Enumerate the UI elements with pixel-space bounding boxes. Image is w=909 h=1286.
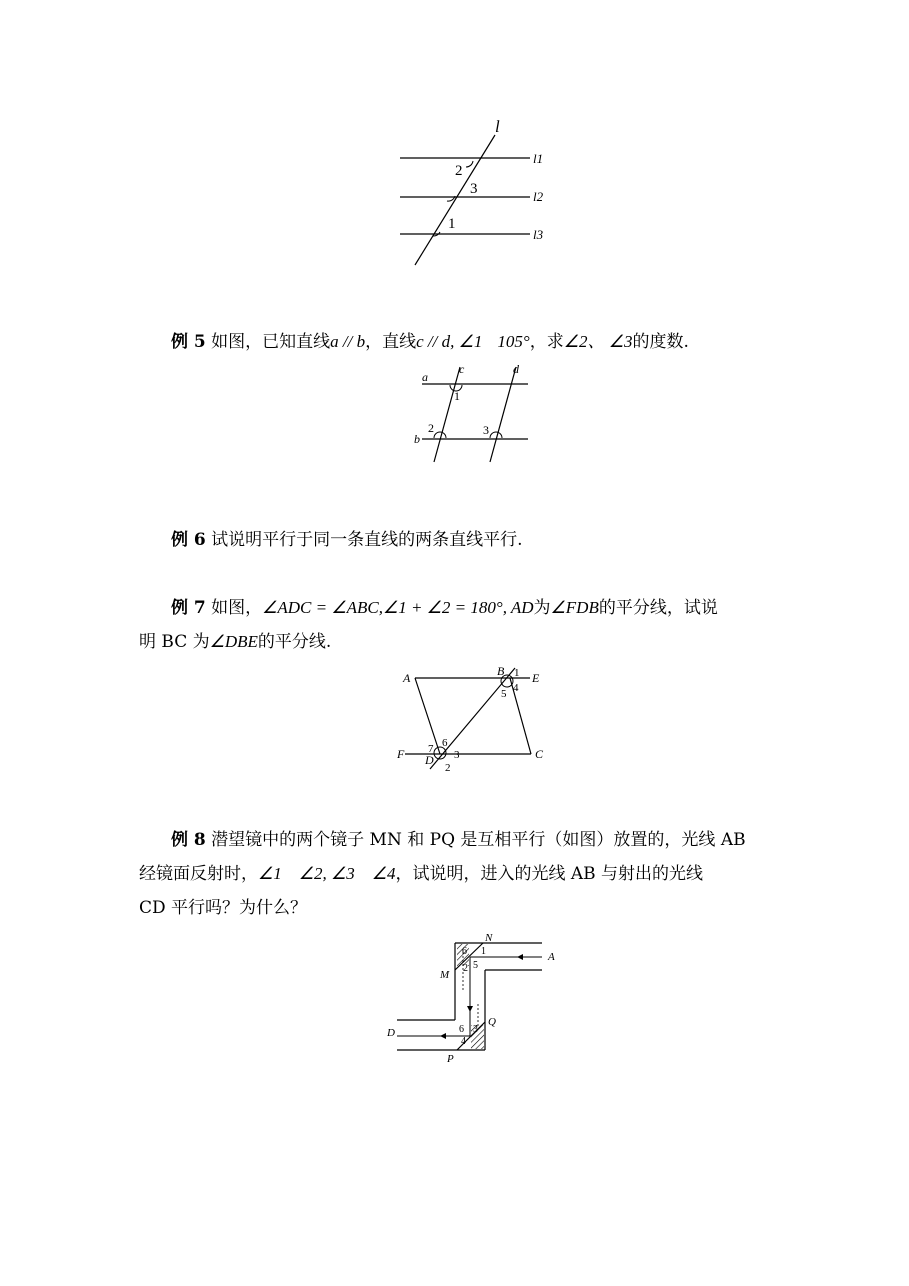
- point-c-label: C: [535, 747, 544, 761]
- line-d-label: d: [513, 362, 519, 376]
- example-7: 例 7 如图，∠ADC = ∠ABC,∠1 + ∠2 = 180°, AD为∠FDB的平分线，试说 明 BC 为∠DBE的平分线.: [139, 598, 718, 652]
- point-e-label: E: [532, 671, 540, 685]
- point-d-label: D: [425, 753, 434, 767]
- point-a-label: A: [403, 671, 411, 685]
- angle-4-label: 4: [461, 1036, 466, 1047]
- figure-parallel-lines-transversal: [395, 115, 555, 270]
- figure-two-pairs-parallel: [412, 362, 537, 467]
- point-m-label: M: [440, 969, 450, 981]
- line-l3-label: l3: [533, 227, 544, 242]
- point-n-label: N: [485, 932, 493, 944]
- example-5: 例 5 如图，已知直线a // b，直线c // d, ∠1 105°，求∠2、 ∠3的度数.: [171, 332, 689, 352]
- line-l-label: l: [495, 117, 500, 136]
- example-8-label: 例 8: [171, 830, 206, 850]
- angle-5-label: 5: [501, 688, 507, 700]
- angle-4-label: 4: [513, 682, 519, 694]
- point-d-label: D: [387, 1027, 395, 1039]
- angle-3-label: 3: [470, 181, 478, 197]
- angle-5-label: 5: [473, 960, 478, 971]
- line-c-label: c: [459, 362, 465, 376]
- angle-2-label: 2: [445, 762, 451, 774]
- angle-2-label: 2: [428, 421, 434, 435]
- line-l2-label: l2: [533, 189, 544, 204]
- line-b-label: b: [414, 432, 420, 446]
- example-6: 例 6 试说明平行于同一条直线的两条直线平行.: [171, 530, 523, 550]
- angle-1-label: 1: [514, 667, 520, 679]
- angle-3-label: 3: [483, 423, 489, 437]
- angle-3-label: 3: [454, 749, 460, 761]
- example-7-label: 例 7: [171, 598, 206, 618]
- line-l1-label: l1: [533, 151, 544, 166]
- angle-1-label: 1: [448, 216, 456, 232]
- figure-periscope: [385, 930, 570, 1070]
- example-8: 例 8 潜望镜中的两个镜子 MN 和 PQ 是互相平行（如图）放置的，光线 AB 经镜面反射时，∠1 ∠2, ∠3 ∠4，试说明，进入的光线 AB 与射出的光线 CD 平行吗？为什么？: [139, 830, 746, 918]
- angle-6-label: 6: [462, 946, 467, 957]
- point-p-label: P: [447, 1053, 454, 1065]
- point-f-label: F: [397, 747, 405, 761]
- point-q-label: Q: [488, 1016, 496, 1028]
- angle-6b-label: 6: [459, 1024, 464, 1035]
- angle-6-label: 6: [442, 737, 448, 749]
- example-5-label: 例 5: [171, 332, 206, 352]
- example-6-label: 例 6: [171, 530, 206, 550]
- angle-1-label: 1: [481, 946, 486, 957]
- angle-7-label: 7: [428, 743, 434, 755]
- angle-1-label: 1: [454, 389, 460, 403]
- line-a-label: a: [422, 370, 428, 384]
- figure-angle-bisector: [395, 664, 555, 779]
- angle-2-label: 2: [455, 163, 463, 179]
- point-a-label: A: [548, 951, 555, 963]
- angle-2-label: 2: [463, 963, 468, 974]
- angle-3-label: 3: [473, 1024, 478, 1035]
- point-b-label: B: [497, 664, 505, 678]
